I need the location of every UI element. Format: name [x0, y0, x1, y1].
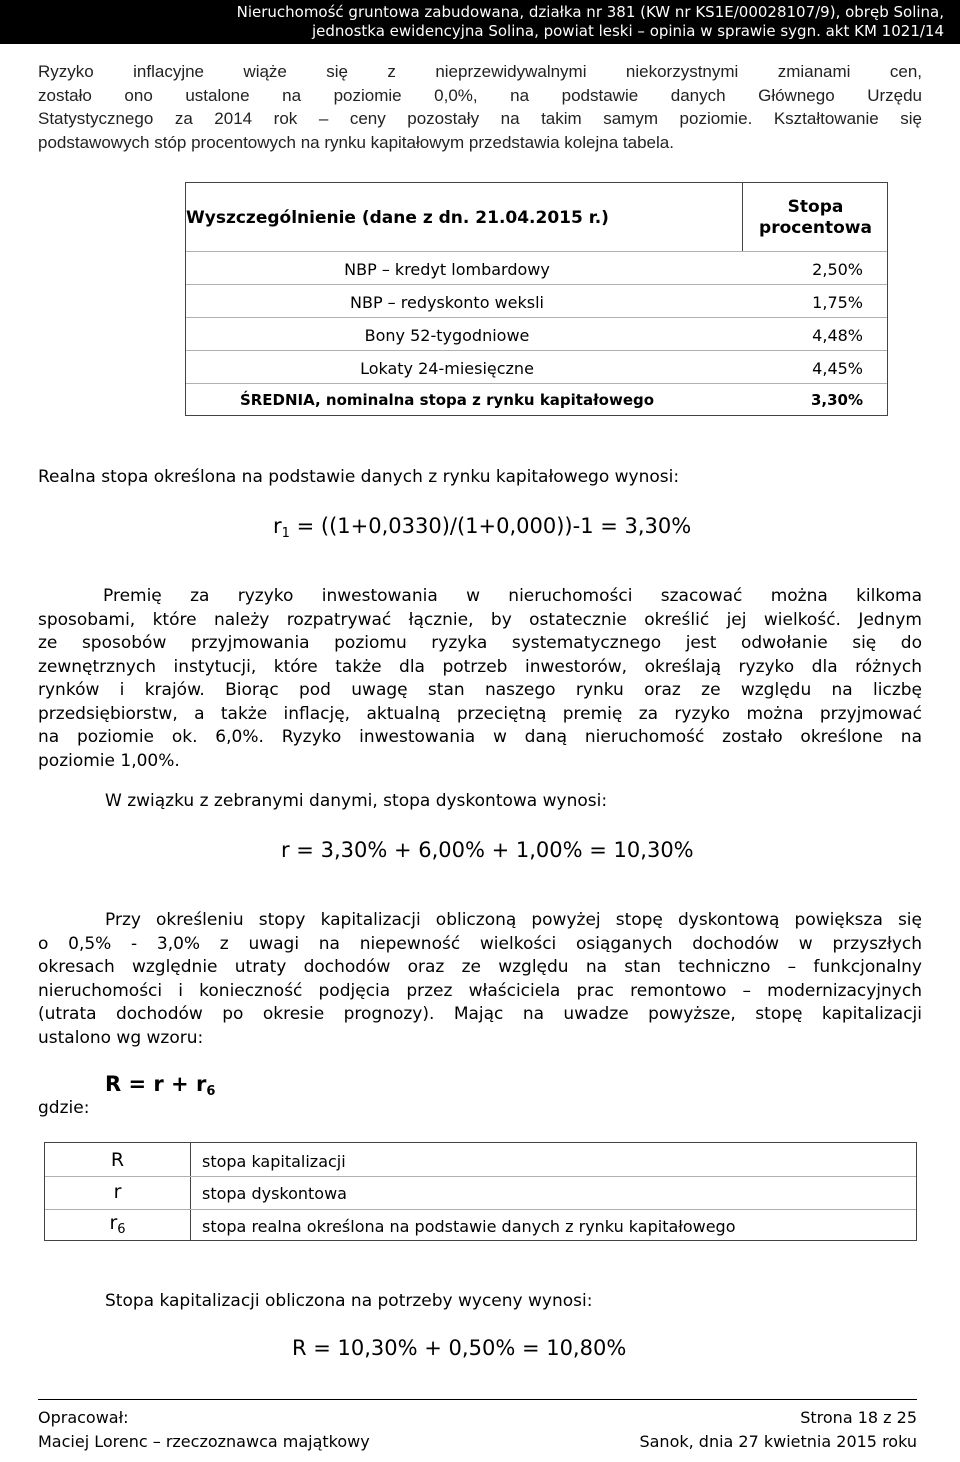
cap-first-line: Przy określeniu stopy kapitalizacji obliczoną powyżej stopę dyskontową powiększa się	[105, 910, 922, 930]
header-line-1: Nieruchomość gruntowa zabudowana, działka nr 381 (KW nr KS1E/00028107/9), obręb Solina,	[236, 3, 944, 21]
cap-formula-subscript: 6	[206, 1084, 216, 1099]
footer-page-number: Strona 18 z 25	[800, 1408, 917, 1427]
row-divider	[186, 383, 887, 384]
legend-description: stopa realna określona na podstawie danych z rynku kapitałowego	[202, 1217, 736, 1236]
intro-paragraph	[38, 60, 922, 131]
legend-symbol	[45, 1181, 190, 1203]
footer-left	[38, 1406, 370, 1454]
risk-line: zewnętrznych instytucji, które także dla potrzeb inwestorów, określają ryzyko dla różnych	[38, 656, 922, 677]
legend-symbol	[45, 1149, 190, 1171]
footer-place-date: Sanok, dnia 27 kwietnia 2015 roku	[639, 1432, 917, 1451]
risk-paragraph	[38, 609, 922, 750]
legend-symbol-text: r	[113, 1181, 122, 1203]
intro-line: Statystycznego za 2014 rok – ceny pozostały na takim samym poziomie. Kształtowanie się	[38, 109, 922, 128]
legend-symbol	[45, 1212, 190, 1237]
rate-row-value: 2,50%	[812, 260, 863, 279]
discount-formula: r = 3,30% + 6,00% + 1,00% = 10,30%	[281, 838, 694, 862]
final-intro: Stopa kapitalizacji obliczona na potrzeby wyceny wynosi:	[105, 1291, 593, 1311]
real-rate-formula	[273, 514, 691, 541]
legend-symbol-text: r	[109, 1212, 118, 1234]
risk-line: przedsiębiorstw, a także inflację, aktualną przeciętną premię za ryzyko można przyjmować	[38, 703, 922, 724]
risk-line: na poziomie ok. 6,0%. Ryzyko inwestowania w daną nieruchomość zostało określone na	[38, 727, 922, 747]
risk-line: sposobami, które należy rozpatrywać łącznie, by ostatecznie określić jej wielkość. Jednym	[38, 609, 922, 630]
risk-line: ze sposobów przyjmowania poziomu ryzyka systematycznego jest odwołanie się do	[38, 633, 922, 653]
formula-symbol: r	[273, 514, 282, 538]
legend-description: stopa kapitalizacji	[202, 1152, 346, 1171]
row-divider	[186, 251, 887, 252]
header-rate-line-1: Stopa	[787, 197, 844, 217]
cap-line: o 0,5% - 3,0% z uwagi na niepewność wielkości osiąganych dochodów w przyszłych	[38, 933, 922, 954]
rate-row-label: NBP – kredyt lombardowy	[344, 260, 550, 279]
footer-author: Maciej Lorenc – rzeczoznawca majątkowy	[38, 1432, 370, 1451]
rate-row-value: 1,75%	[812, 293, 863, 312]
rate-row-label: Bony 52-tygodniowe	[364, 326, 530, 345]
footer-rule	[38, 1399, 917, 1400]
row-divider	[186, 350, 887, 351]
cap-formula-text: R = r + r	[105, 1072, 207, 1096]
cap-line: (utrata dochodów po okresie prognozy). Mając na uwadze powyższe, stopę kapitalizacji	[38, 1004, 922, 1024]
footer-prepared-label: Opracował:	[38, 1408, 129, 1427]
rate-summary-label: ŚREDNIA, nominalna stopa z rynku kapitałowego	[239, 391, 655, 409]
legend-symbol-text: R	[110, 1149, 125, 1171]
legend-row-divider	[45, 1209, 916, 1210]
legend-divider	[190, 1143, 191, 1240]
intro-line: zostało ono ustalone na poziomie 0,0%, na podstawie danych Głównego Urzędu	[38, 85, 922, 105]
rate-table-header-description: Wyszczególnienie (dane z dn. 21.04.2015 r.)	[186, 208, 609, 228]
header-rate-line-2: procentowa	[759, 218, 872, 238]
legend-row-divider	[45, 1176, 916, 1177]
cap-line: nieruchomości i konieczność podjęcia przez właściciela prac remontowo – modernizacyjnych	[38, 980, 922, 1001]
rate-row-label: NBP – redyskonto weksli	[350, 293, 544, 312]
cap-last-line: ustalono wg wzoru:	[38, 1027, 204, 1048]
document-header	[0, 0, 960, 44]
footer-right	[639, 1406, 917, 1454]
risk-last-line: poziomie 1,00%.	[38, 750, 180, 771]
rate-summary-value: 3,30%	[810, 391, 863, 409]
legend-description: stopa dyskontowa	[202, 1184, 347, 1203]
formula-subscript: 1	[281, 526, 290, 541]
row-divider	[186, 317, 887, 318]
discount-intro: W związku z zebranymi danymi, stopa dyskontowa wynosi:	[105, 791, 608, 811]
rate-table	[185, 182, 888, 416]
legend-symbol-subscript: 6	[117, 1222, 126, 1237]
cap-line: okresach względnie utraty dochodów oraz ze względu na stan techniczno – funkcjonalny	[38, 957, 922, 977]
formula-expression: = ((1+0,0330)/(1+0,000))-1 = 3,30%	[296, 514, 692, 538]
rate-row-value: 4,45%	[812, 359, 863, 378]
real-rate-intro: Realna stopa określona na podstawie danych z rynku kapitałowego wynosi:	[38, 467, 680, 487]
rate-row-value: 4,48%	[812, 326, 863, 345]
final-formula: R = 10,30% + 0,50% = 10,80%	[292, 1336, 627, 1360]
risk-first-line: Premię za ryzyko inwestowania w nieruchomości szacować można kilkoma	[103, 586, 922, 606]
where-label: gdzie:	[38, 1098, 90, 1118]
risk-line: rynków i krajów. Biorąc pod uwagę stan naszego rynku oraz ze względu na liczbę	[38, 680, 922, 700]
cap-formula	[105, 1072, 215, 1099]
intro-line: Ryzyko inflacyjne wiąże się z nieprzewidywalnymi niekorzystnymi zmianami cen,	[38, 62, 922, 81]
intro-last-line: podstawowych stóp procentowych na rynku kapitałowym przedstawia kolejna tabela.	[38, 132, 674, 152]
legend-table	[44, 1142, 917, 1241]
header-line-2: jednostka ewidencyjna Solina, powiat leski – opinia w sprawie sygn. akt KM 1021/14	[311, 22, 944, 40]
row-divider	[186, 284, 887, 285]
cap-paragraph	[38, 933, 922, 1027]
rate-row-label: Lokaty 24-miesięczne	[360, 359, 534, 378]
rate-table-header-rate	[742, 197, 889, 239]
